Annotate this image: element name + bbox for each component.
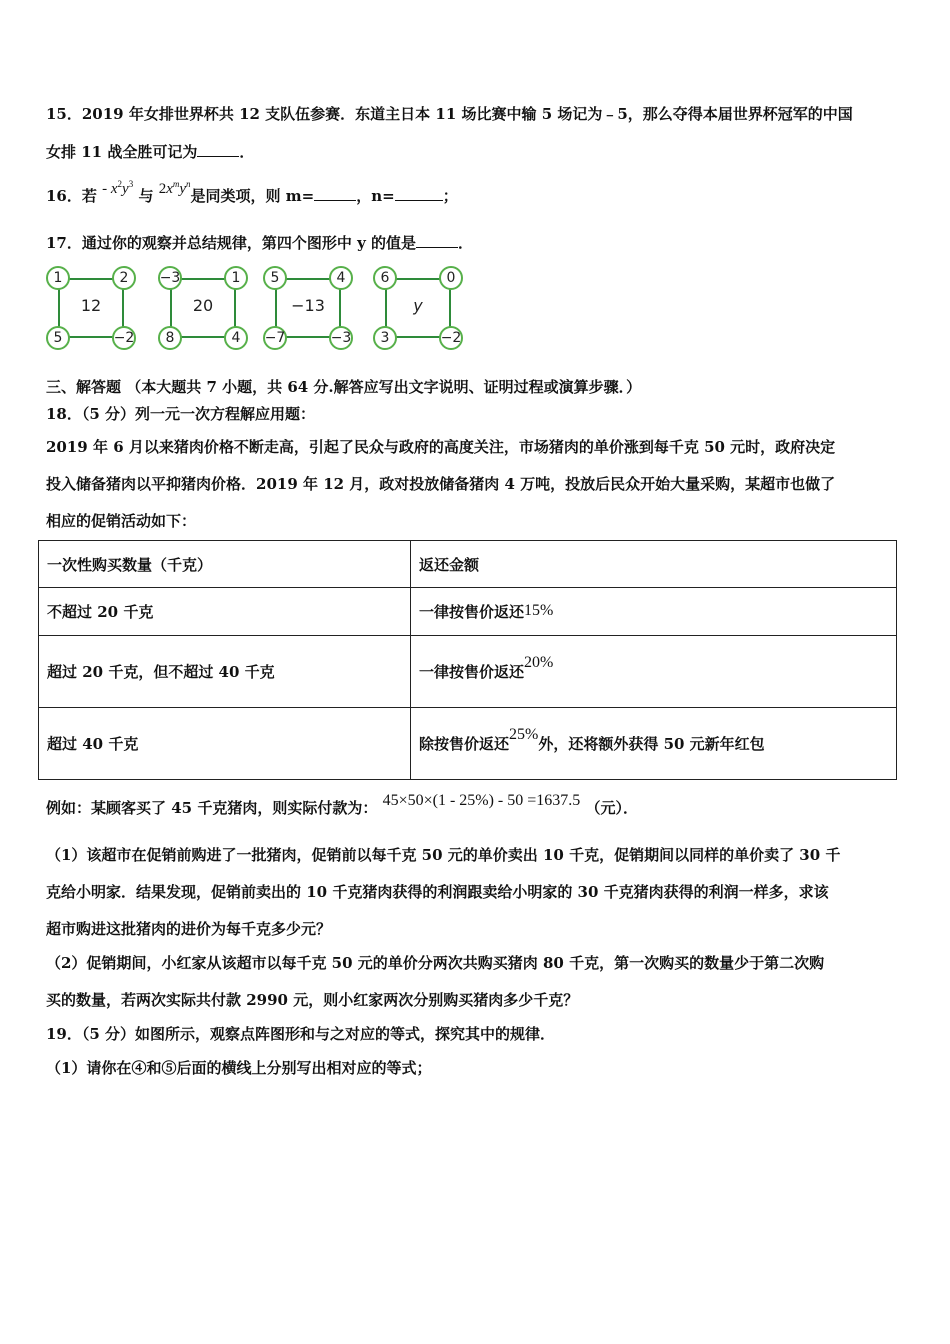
node-top-right: 4 [329,266,353,290]
rebate-text: 一律按售价返还 [419,603,525,621]
q19-title: 19．（5 分）如图所示，观察点阵图形和与之对应的等式，探究其中的规律． [46,1025,556,1043]
node-top-right: 2 [112,266,136,290]
rebate-after: 外，还将额外获得 50 元新年红包 [538,735,765,753]
term2-x: x [166,181,173,197]
table-row [39,588,897,636]
term2-y: y [179,181,187,197]
q15-line2-text: 女排 11 战全胜可记为 [46,143,198,161]
q16-term1 [102,181,133,197]
q17-end: ． [458,234,474,252]
figure-center-value: 20 [192,296,214,315]
q17-text: 17．通过你的观察并总结规律，第四个图形中 y 的值是 [46,234,417,252]
term1-y: y [122,181,129,197]
figure-center-value: y [413,296,423,315]
figure-1 [44,264,140,356]
rebate-percent: 15% [524,602,554,619]
figure-center-value: 12 [80,296,102,315]
rebate-percent: 20% [524,654,554,671]
node-top-left: −3 [158,266,182,290]
q16-end: ； [442,187,458,205]
cell-rebate [411,708,897,780]
node-bottom-left: 3 [373,326,397,350]
node-bottom-right: 4 [224,326,248,350]
figure-3 [261,264,357,356]
q19-part1: （1）请你在④和⑤后面的横线上分别写出相对应的等式； [46,1059,432,1077]
q15-line2-end: ． [239,143,255,161]
term1-sign: - [102,181,108,197]
example-formula: 45×50×(1 - 25%) - 50 =1637.5 [382,792,581,809]
promotion-table [38,540,897,780]
rebate-text: 除按售价返还 [419,735,510,753]
node-top-left: 1 [46,266,70,290]
term1-x: x [110,181,118,197]
q15-line1: 15．2019 年女排世界杯共 12 支队伍参赛．东道主日本 11 场比赛中输 5 场记为﹣5，那么夺得本届世界杯冠军的中国 [46,105,853,123]
table-header-row [39,541,897,588]
node-top-right: 1 [224,266,248,290]
node-bottom-left: 8 [158,326,182,350]
cell-quantity: 不超过 20 千克 [39,588,411,636]
table-row [39,708,897,780]
answer-blank-n [395,186,443,201]
rebate-percent: 25% [509,726,539,743]
rebate-text: 一律按售价返还 [419,663,525,681]
cell-quantity: 超过 40 千克 [39,708,411,780]
term2-exp1: m [172,179,180,189]
term2-exp2: n [186,179,191,189]
term1-exp1: 2 [117,179,123,189]
q18-part1-line1: （1）该超市在促销前购进了一批猪肉，促销前以每千克 50 元的单价卖出 10 千克，促销期间以同样的单价卖了 30 千 [46,846,841,864]
node-bottom-right: −3 [329,326,353,350]
answer-blank-y [416,233,458,248]
q18-part1-line3: 超市购进这批猪肉的进价为每千克多少元？ [46,920,332,938]
q16-connector: 与 [138,187,154,205]
figure-2 [156,264,252,356]
q16-prefix: 16．若 [46,187,97,205]
cell-quantity: 超过 20 千克，但不超过 40 千克 [39,636,411,708]
header-rebate: 返还金额 [411,541,897,588]
cell-rebate [411,636,897,708]
node-bottom-left: −7 [263,326,287,350]
term1-exp2: 3 [128,179,134,189]
q18-example [46,792,639,818]
table-row [39,636,897,708]
node-top-right: 0 [439,266,463,290]
header-quantity: 一次性购买数量（千克） [39,541,411,588]
node-bottom-left: 5 [46,326,70,350]
q17-line [46,232,473,253]
q18-para-line2: 投入储备猪肉以平抑猪肉价格．2019 年 12 月，政对投放储备猪肉 4 万吨，投放后民众开始大量采购，某超市也做了 [46,475,836,493]
q16-n-label: ，n= [356,187,395,205]
example-suffix: （元）． [585,799,639,817]
answer-blank [197,142,239,157]
q15-line2 [46,141,254,162]
cell-rebate [411,588,897,636]
q18-part2-line2: 买的数量，若两次实际共付款 2990 元，则小红家两次分别购买猪肉多少千克？ [46,991,579,1009]
term2-coef: 2 [158,181,167,197]
q18-title: 18．（5 分）列一元一次方程解应用题： [46,405,316,423]
q18-para-line3: 相应的促销活动如下： [46,512,197,530]
q16-suffix: 是同类项，则 m= [190,187,315,205]
figure-center-value: −13 [291,296,325,315]
figure-4 [371,264,467,356]
answer-blank-m [314,186,356,201]
q16-term2 [159,181,191,197]
section-3-heading: 三、解答题 （本大题共 7 小题，共 64 分.解答应写出文字说明、证明过程或演算步骤．） [46,378,642,396]
q18-para-line1: 2019 年 6 月以来猪肉价格不断走高，引起了民众与政府的高度关注，市场猪肉的单价涨到每千克 50 元时，政府决定 [46,438,836,456]
node-top-left: 6 [373,266,397,290]
q16-line [46,179,458,206]
example-prefix: 例如：某顾客买了 45 千克猪肉，则实际付款为： [46,799,378,817]
node-bottom-right: −2 [112,326,136,350]
node-bottom-right: −2 [439,326,463,350]
q18-part1-line2: 克给小明家．结果发现，促销前卖出的 10 千克猪肉获得的利润跟卖给小明家的 30 千克猪肉获得的利润一样多，求该 [46,883,829,901]
node-top-left: 5 [263,266,287,290]
q18-part2-line1: （2）促销期间，小红家从该超市以每千克 50 元的单价分两次共购买猪肉 80 千克，第一次购买的数量少于第二次购 [46,954,825,972]
